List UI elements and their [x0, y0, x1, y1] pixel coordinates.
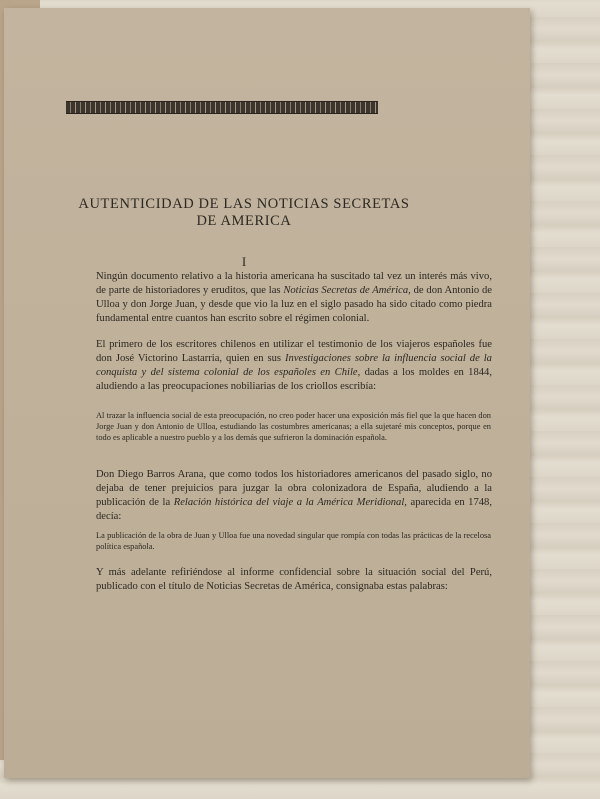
title-line-1: AUTENTICIDAD DE LAS NOTICIAS SECRETAS [78, 196, 410, 212]
section-numeral: I [241, 254, 247, 269]
page-title [44, 196, 444, 230]
paragraph-2 [82, 338, 492, 394]
document-page [4, 8, 530, 778]
paragraph-2-italic-title: Investigaciones sobre la influencia social de la conquista y del sistema colonial de los españoles en Chile, [96, 353, 492, 379]
decorative-ornament-band [66, 101, 378, 114]
paragraph-1 [82, 270, 492, 326]
title-line-2: DE AMERICA [196, 213, 292, 229]
block-quote-1: Al trazar la influencia social de esta preocupación, no creo poder hacer una exposición más fiel que la que hacen don Jorge Juan y don Antonio de Ulloa, estudiando las costumbres americanas; a ella sujetaré mis conceptos, porque en todo es aplicable a nuestro pueblo y a los demás que sufrieron la dominación española. [96, 411, 491, 443]
paragraph-1-italic-title: Noticias Secretas de América, [283, 285, 411, 297]
paragraph-3-italic-title: Relación histórica del viaje a la América Meridional, [173, 497, 407, 509]
paragraph-3-text-c: aparecida en 1748, decía: [96, 497, 493, 523]
paragraph-1-text-a: Ningún documento relativo a la historia americana ha suscitado tal vez un interés más vivo, de parte de historiadores y eruditos, que las [96, 271, 492, 297]
paragraph-4: Y más adelante refiriéndose al informe confidencial sobre la situación social del Perú, publicado con el título de Noticias Secretas de América, consignaba estas palabras: [96, 567, 492, 593]
paragraph-3 [82, 468, 492, 524]
block-quote-2: La publicación de la obra de Juan y Ulloa fue una novedad singular que rompía con todas las prácticas de la recelosa política española. [96, 531, 491, 552]
paragraph-2-text-c: dadas a los moldes en 1844, aludiendo a las preocupaciones nobiliarias de los criollos escribía: [96, 367, 493, 393]
paragraph-1-text-c: de don Antonio de Ulloa y don Jorge Juan, y desde que vio la luz en el siglo pasado ha sido citado como piedra fundamental entre cuantos han escrito sobre el régimen colonial. [96, 285, 492, 325]
paragraph-2-text-a: El primero de los escritores chilenos en utilizar el testimonio de los viajeros españoles fue don José Victorino Lastarria, quien en sus [96, 339, 492, 365]
paragraph-3-text-a: Don Diego Barros Arana, que como todos los historiadores americanos del pasado siglo, no dejaba de tener prejuicios para juzgar la obra colonizadora de España, aludiendo a la publicación de la [96, 469, 492, 509]
